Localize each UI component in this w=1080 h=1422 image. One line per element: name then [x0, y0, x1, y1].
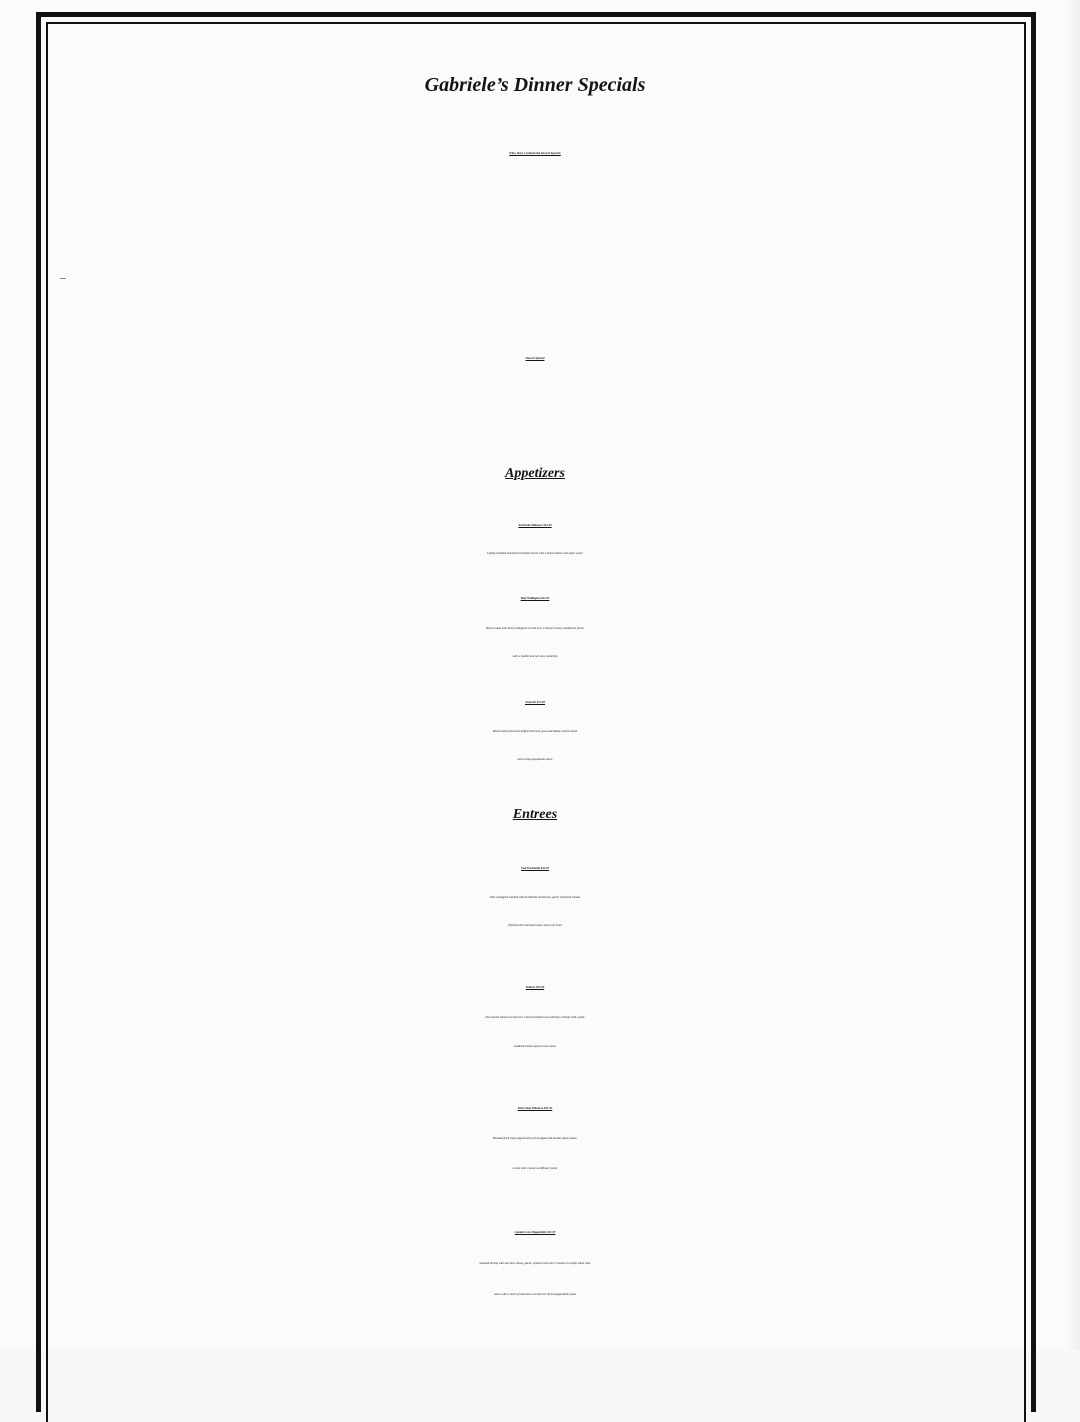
drinks-heading: Wine, Beer, Cocktail and Dessert Specials	[509, 151, 561, 155]
entree-name: Gamberi con Pappardelle $31.95	[514, 1230, 556, 1234]
entree-desc: sauce with a touch of marinara, served over fresh pappardelle pasta	[493, 1292, 577, 1296]
inner-border	[46, 22, 1026, 1422]
appetizer-desc: Lightly breaded and fried artichoke hearts with a lemon-butter and caper sauce	[487, 551, 583, 555]
entree-desc: finished with marinara and a touch of cream	[508, 923, 562, 927]
appetizer-name: Beef Wellington $21.95	[520, 596, 550, 600]
entree-name: Veal Portobella $32.95	[521, 866, 549, 870]
dessert-heading: Dessert Special	[525, 356, 545, 360]
entrees-heading: Entrees	[512, 807, 558, 822]
appetizer-name: Arancini $17.95	[524, 700, 545, 704]
entree-desc: sundried tomato pesto cream sauce	[513, 1044, 557, 1048]
menu-title: Gabriele’s Dinner Specials	[424, 74, 646, 96]
entree-desc: Veal scaloppini sautéed with portabella mushroom, garlic and fresh tomato	[489, 895, 581, 899]
scan-mark	[60, 278, 66, 279]
appetizer-desc: with a shallot and red wine reduction	[512, 654, 558, 658]
entree-name: Pork Chop Milanese $31.95	[517, 1106, 553, 1110]
appetizer-desc: Risotto balls fried and stuffed with beef, peas and Italian cheese blend	[492, 729, 578, 733]
page-edge	[1064, 0, 1080, 1350]
entree-desc: Pan seared salmon served over a bed of sautéed orzo and bay scallops with a pink	[485, 1015, 585, 1019]
appetizers-heading: Appetizers	[505, 466, 565, 481]
appetizer-name: Artichoke Milanese $16.95	[518, 523, 552, 527]
entree-desc: served with creamy cauliflower puree	[512, 1166, 558, 1170]
entree-desc: Breaded pork chop topped with a fresh apple and brandy liquor glaze,	[492, 1136, 578, 1140]
appetizer-desc: with a pink gorgonzola sauce	[517, 757, 553, 761]
appetizer-desc: House made mini beef wellingtons served over a bed of creamy cauliflower puree	[486, 626, 584, 630]
entree-desc: Sautéed shrimp with zucchini, onion, garlic, spinach and cherry tomato in a light white wine	[479, 1261, 591, 1265]
entree-name: Salmon $35.95	[525, 985, 545, 989]
